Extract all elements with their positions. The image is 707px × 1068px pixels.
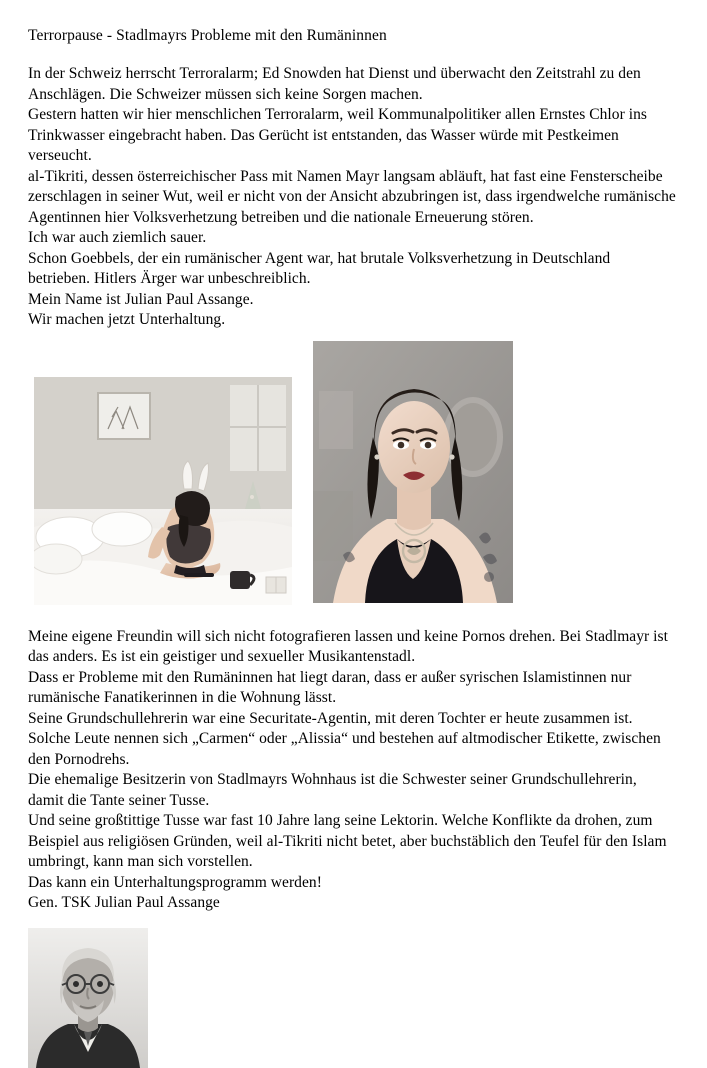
- photo-portrait-woman: [313, 341, 513, 603]
- body-after-images: [28, 627, 676, 914]
- paragraph-7: Wir machen jetzt Unterhaltung.: [28, 311, 226, 328]
- paragraph-3: al-Tikriti, dessen österreichischer Pass mit Namen Mayr langsam abläuft, hat fast eine Fensterscheibe zerschlagen in seiner Wut, weil er nicht von der Ansicht abzubringen ist, dass irgendwelche rumänische Agentinnen hier Volksverhetzung betreiben und die nationale Erneuerung stören.: [28, 167, 676, 226]
- paragraph-4: Ich war auch ziemlich sauer.: [28, 229, 207, 246]
- document-content: [28, 26, 676, 1068]
- paragraph-10: Seine Grundschullehrerin war eine Securitate-Agentin, mit deren Tochter er heute zusammen ist. Solche Leute nennen sich „Carmen“ oder „Alissia“ und bestehen auf altmodischer Etikette, zwischen den Pornodrehs.: [28, 709, 661, 768]
- footer-image-wrap: [28, 928, 676, 1068]
- paragraph-12: Und seine großtittige Tusse war fast 10 Jahre lang seine Lektorin. Welche Konflikte da drohen, zum Beispiel aus religiösen Gründen, weil al-Tikriti nicht betet, aber buchstäblich den Teufel für den Islam umbringt, kann man sich vorstellen.: [28, 812, 667, 870]
- paragraph-13: Das kann ein Unterhaltungsprogramm werden!: [28, 873, 322, 891]
- image-gallery: [28, 341, 676, 613]
- photo-portrait-assange: [28, 928, 148, 1068]
- paragraph-8: Meine eigene Freundin will sich nicht fotografieren lassen und keine Pornos drehen. Bei Stadlmayr ist das anders. Es ist ein geistiger und sexueller Musikantenstadl.: [28, 627, 668, 665]
- paragraph-6: Mein Name ist Julian Paul Assange.: [28, 290, 254, 308]
- paragraph-5: Schon Goebbels, der ein rumänischer Agent war, hat brutale Volksverhetzung in Deutschland betrieben. Hitlers Ärger war unbeschreiblich.: [28, 249, 611, 287]
- paragraph-9: Dass er Probleme mit den Rumäninnen hat liegt daran, dass er außer syrischen Islamistinnen nur rumänische Fanatikerinnen in die Wohnung lässt.: [28, 668, 632, 706]
- paragraph-2: Gestern hatten wir hier menschlichen Terroralarm, weil Kommunalpolitiker allen Ernstes Chlor ins Trinkwasser eingebracht haben. Das Gerücht ist entstanden, das Wasser würde mit Pestkeimen verseucht.: [28, 106, 647, 164]
- page-title: Terrorpause - Stadlmayrs Probleme mit den Rumäninnen: [28, 27, 387, 44]
- signature-line: Gen. TSK Julian Paul Assange: [28, 894, 220, 911]
- photo-bedroom-woman: [34, 377, 292, 605]
- paragraph-1: In der Schweiz herrscht Terroralarm; Ed Snowden hat Dienst und überwacht den Zeitstrahl zu den Anschlägen. Die Schweizer müssen sich keine Sorgen machen.: [28, 65, 641, 103]
- paragraph-11: Die ehemalige Besitzerin von Stadlmayrs Wohnhaus ist die Schwester seiner Grundschullehrerin, damit die Tante seiner Tusse.: [28, 771, 637, 809]
